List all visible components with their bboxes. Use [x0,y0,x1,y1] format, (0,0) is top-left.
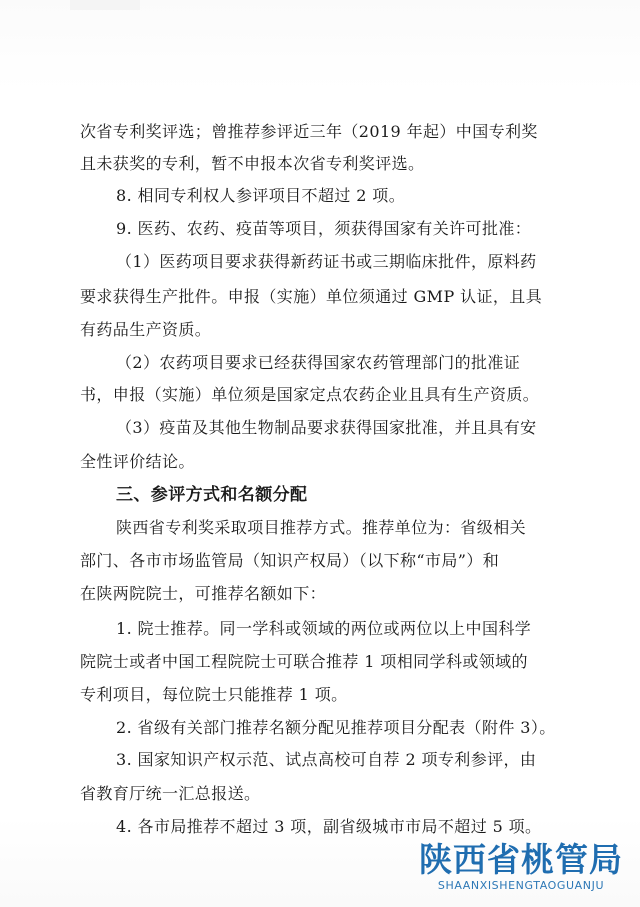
text-line-4: 9. 医药、农药、疫苗等项目，须获得国家有关许可批准： [116,219,532,238]
section-heading: 三、参评方式和名额分配 [116,485,308,505]
text-line-22: 4. 各市局推荐不超过 3 项，副省级城市市局不超过 5 项。 [116,817,542,836]
watermark [412,841,630,901]
text-line-1: 次省专利奖评选；曾推荐参评近三年（2019 年起）中国专利奖 [80,122,538,141]
text-line-13: 陕西省专利奖采取项目推荐方式。推荐单位为：省级相关 [116,518,527,537]
text-line-21: 省教育厅统一汇总报送。 [80,784,261,803]
text-line-9: 书，申报（实施）单位须是国家定点农药企业且具有生产资质。 [80,385,540,404]
text-line-18: 专利项目，每位院士只能推荐 1 项。 [80,685,348,704]
text-line-16: 1. 院士推荐。同一学科或领域的两位或两位以上中国科学 [116,619,532,638]
text-line-15: 在陕两院院士，可推荐名额如下： [80,584,327,603]
text-line-17: 院院士或者中国工程院院士可联合推荐 1 项相同学科或领域的 [80,652,528,671]
text-line-14: 部门、各市市场监管局（知识产权局）（以下称“市局”）和 [80,551,500,570]
text-line-19: 2. 省级有关部门推荐名额分配见推荐项目分配表（附件 3）。 [116,718,556,737]
watermark-subtitle: SHAANXISHENGTAOGUANJU [437,879,605,892]
text-line-5: （1）医药项目要求获得新药证书或三期临床批件，原料药 [116,252,537,271]
text-line-7: 有药品生产资质。 [80,320,212,339]
text-line-11: 全性评价结论。 [80,452,195,471]
watermark-title: 陕西省桃管局 [419,840,623,879]
text-line-2: 且未获奖的专利，暂不申报本次省专利奖评选。 [80,154,425,173]
scan-smudge [70,0,140,10]
text-line-3: 8. 相同专利权人参评项目不超过 2 项。 [116,186,406,205]
text-line-10: （3）疫苗及其他生物制品要求获得国家批准，并且具有安 [116,418,537,437]
text-line-8: （2）农药项目要求已经获得国家农药管理部门的批准证 [116,353,521,372]
text-line-20: 3. 国家知识产权示范、试点高校可自荐 2 项专利参评，由 [116,750,537,769]
text-line-6: 要求获得生产批件。申报（实施）单位须通过 GMP 认证，且具 [80,287,543,306]
